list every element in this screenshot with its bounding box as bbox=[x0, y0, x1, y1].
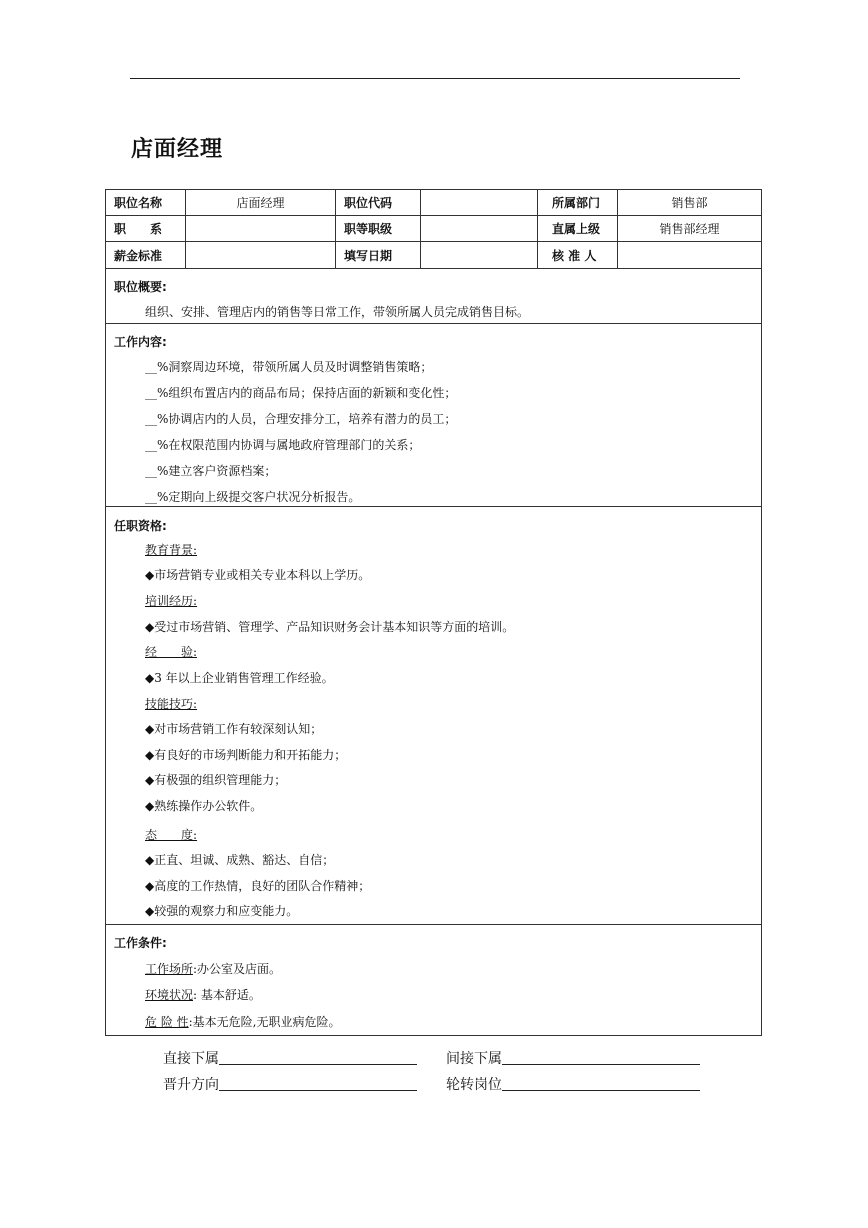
field-value bbox=[186, 242, 336, 268]
blank-line[interactable] bbox=[502, 1051, 700, 1065]
page-title: 店面经理 bbox=[131, 137, 224, 162]
section-heading: 工作内容: bbox=[114, 335, 167, 349]
qualification-item: ◆较强的观察力和应变能力。 bbox=[145, 904, 299, 918]
condition-text: : 基本舒适。 bbox=[193, 988, 261, 1002]
field-label: 间接下属 bbox=[446, 1051, 502, 1067]
info-row bbox=[106, 190, 761, 216]
blank-line[interactable] bbox=[502, 1077, 700, 1091]
job-description-table bbox=[105, 189, 762, 1036]
field-label: 轮转岗位 bbox=[446, 1077, 502, 1093]
section-heading: 工作条件: bbox=[114, 936, 167, 950]
qualification-item: ◆正直、坦诚、成熟、豁达、自信； bbox=[145, 853, 335, 867]
qualification-item: ◆对市场营销工作有较深刻认知； bbox=[145, 722, 323, 736]
condition-label: 环境状况 bbox=[145, 988, 194, 1002]
field-label: 职位名称 bbox=[106, 190, 186, 215]
qualification-item: ◆有极强的组织管理能力； bbox=[145, 773, 287, 787]
work-section bbox=[106, 324, 761, 507]
work-item: __%组织布置店内的商品布局；保持店面的新颖和变化性； bbox=[145, 386, 457, 400]
field-label: 直接下属 bbox=[163, 1051, 219, 1067]
field-value: 店面经理 bbox=[186, 190, 336, 215]
qualification-item: ◆熟练操作办公软件。 bbox=[145, 799, 263, 813]
promotion-field bbox=[163, 1074, 417, 1094]
field-value: 销售部经理 bbox=[659, 222, 720, 236]
qualification-group-title: 教育背景: bbox=[145, 543, 198, 557]
qualification-section bbox=[106, 507, 761, 925]
qualification-group-title: 态 度: bbox=[145, 828, 198, 842]
rotation-field bbox=[446, 1074, 700, 1094]
field-label: 职 系 bbox=[106, 216, 186, 241]
condition-text: :办公室及店面。 bbox=[193, 962, 282, 976]
blank-line[interactable] bbox=[219, 1077, 417, 1091]
field-value bbox=[618, 242, 761, 268]
section-heading: 任职资格: bbox=[114, 519, 167, 533]
field-label: 晋升方向 bbox=[163, 1077, 219, 1093]
work-item: __%在权限范围内协调与属地政府管理部门的关系； bbox=[145, 438, 421, 452]
header-rule bbox=[130, 78, 740, 79]
overview-section bbox=[106, 269, 761, 324]
blank-line[interactable] bbox=[219, 1051, 417, 1065]
condition-item bbox=[145, 960, 281, 977]
info-row bbox=[106, 216, 761, 242]
condition-item bbox=[145, 1013, 341, 1030]
field-value: 销售部 bbox=[671, 196, 708, 210]
work-item: __%协调店内的人员，合理安排分工，培养有潜力的员工； bbox=[145, 412, 457, 426]
work-item: __%定期向上级提交客户状况分析报告。 bbox=[145, 490, 361, 504]
field-value bbox=[421, 216, 538, 241]
field-label: 职位代码 bbox=[336, 190, 421, 215]
qualification-group-title: 经 验: bbox=[145, 645, 198, 659]
qualification-group-title: 技能技巧: bbox=[145, 697, 198, 711]
qualification-item: ◆高度的工作热情，良好的团队合作精神； bbox=[145, 879, 371, 893]
overview-text: 组织、安排、管理店内的销售等日常工作，带领所属人员完成销售目标。 bbox=[145, 305, 530, 319]
condition-label: 危 险 性 bbox=[145, 1015, 189, 1029]
work-item: __%建立客户资源档案； bbox=[145, 464, 277, 478]
condition-label: 工作场所 bbox=[145, 962, 194, 976]
condition-item bbox=[145, 986, 261, 1003]
field-value bbox=[186, 216, 336, 241]
qualification-item: ◆受过市场营销、管理学、产品知识财务会计基本知识等方面的培训。 bbox=[145, 620, 515, 634]
info-row bbox=[106, 242, 761, 269]
field-label: 填写日期 bbox=[336, 242, 421, 268]
qualification-item: ◆有良好的市场判断能力和开拓能力； bbox=[145, 748, 347, 762]
field-label: 薪金标准 bbox=[106, 242, 186, 268]
condition-text: :基本无危险,无职业病危险。 bbox=[188, 1015, 341, 1029]
conditions-section bbox=[106, 925, 761, 1035]
direct-subordinate-field bbox=[163, 1048, 417, 1068]
section-heading: 职位概要: bbox=[114, 280, 167, 294]
field-value bbox=[421, 242, 538, 268]
indirect-subordinate-field bbox=[446, 1048, 700, 1068]
field-value bbox=[421, 190, 538, 215]
qualification-item: ◆3 年以上企业销售管理工作经验。 bbox=[145, 671, 334, 685]
field-label: 所属部门 bbox=[538, 190, 618, 215]
qualification-group-title: 培训经历: bbox=[145, 594, 198, 608]
qualification-item: ◆市场营销专业或相关专业本科以上学历。 bbox=[145, 568, 371, 582]
field-label: 直属上级 bbox=[538, 216, 618, 241]
field-label: 核 准 人 bbox=[538, 242, 618, 268]
work-item: __%洞察周边环境，带领所属人员及时调整销售策略； bbox=[145, 360, 433, 374]
field-label: 职等职级 bbox=[336, 216, 421, 241]
